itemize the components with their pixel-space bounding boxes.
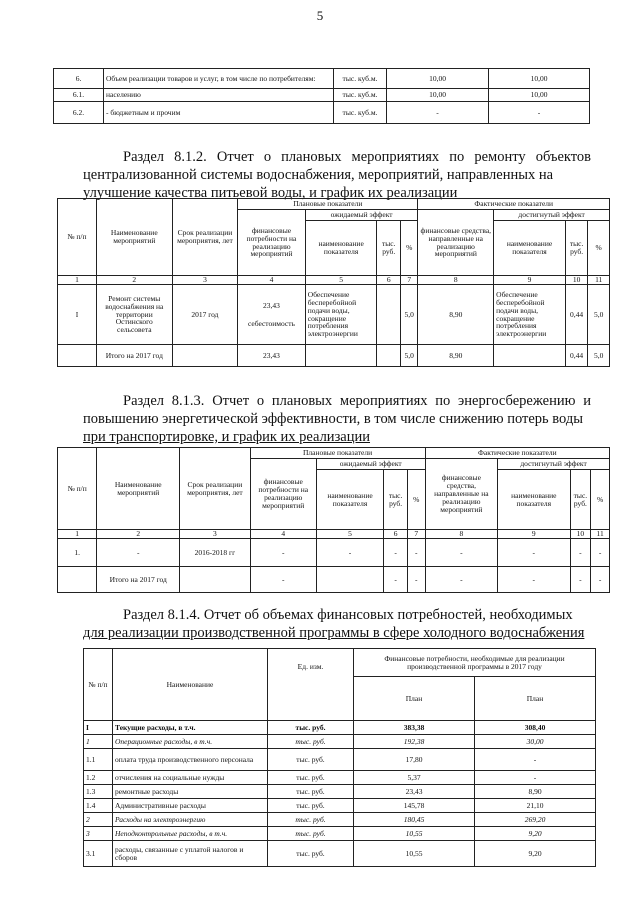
total-pct: -	[407, 567, 425, 593]
row-effect: Обеспечение бесперебойной подачи воды, сокращение потребления электроэнергии	[305, 285, 377, 345]
column-number: 10	[570, 530, 591, 539]
row-unit: тыс. куб.м.	[334, 89, 387, 102]
table-row	[84, 721, 596, 735]
fin-note: себестоимость	[248, 318, 295, 328]
row-fact: 8,90	[418, 285, 494, 345]
row-number: 1.2	[84, 771, 113, 785]
row-name: ремонтные расходы	[113, 785, 268, 799]
section-8-1-2-heading	[83, 148, 591, 202]
column-number: 6	[384, 530, 408, 539]
col-header-expected: ожидаемый эффект	[316, 459, 425, 470]
row-value: -	[475, 771, 596, 785]
total-label: Итого на 2017 год	[96, 345, 172, 367]
table-row	[84, 813, 596, 827]
top-table	[53, 68, 590, 124]
col-header-number: № п/п	[84, 649, 113, 721]
col-header-plan: План	[354, 677, 475, 721]
col-header-achieved: достигнутый эффект	[494, 210, 610, 221]
row-value: 308,40	[475, 721, 596, 735]
financial-needs-table	[83, 648, 596, 867]
column-number: 6	[377, 276, 401, 285]
section-8-1-3-heading	[83, 392, 591, 446]
total-achieved-pct: -	[591, 567, 610, 593]
row-value: 5,37	[354, 771, 475, 785]
row-unit: тыс. руб.	[268, 771, 354, 785]
row-number: 3	[84, 827, 113, 841]
plan-table-1	[57, 198, 610, 367]
col-header-name: Наименование мероприятий	[97, 448, 180, 530]
total-achieved-pct: 5,0	[588, 345, 610, 367]
row-name: - бюджетным и прочим	[104, 102, 334, 124]
row-number: 6.2.	[54, 102, 104, 124]
row-value: 10,00	[489, 69, 590, 89]
row-value: -	[387, 102, 489, 124]
heading-text: для реализации производственной программы в сфере холодного водоснабжения	[83, 625, 585, 641]
col-header-rub: тыс. руб.	[570, 470, 591, 530]
row-achieved-effect: Обеспечение бесперебойной подачи воды, сокращение потребления электроэнергии	[494, 285, 566, 345]
col-header-term: Срок реализации мероприятия, лет	[180, 448, 250, 530]
row-value: 10,00	[387, 89, 489, 102]
row-value: 10,55	[354, 827, 475, 841]
row-term: 2016-2018 гг	[180, 539, 250, 567]
col-header-number: № п/п	[58, 199, 97, 276]
row-unit: тыс. руб.	[268, 749, 354, 771]
row-value: 192,38	[354, 735, 475, 749]
column-number: 9	[498, 530, 570, 539]
row-fin: -	[250, 539, 316, 567]
col-header-number: № п/п	[58, 448, 97, 530]
row-unit: тыс. куб.м.	[334, 69, 387, 89]
row-unit: тыс. руб.	[268, 813, 354, 827]
row-fact: -	[425, 539, 497, 567]
col-header-plan: План	[475, 677, 596, 721]
row-unit: тыс. куб.м.	[334, 102, 387, 124]
row-number: I	[58, 285, 97, 345]
col-header-name: Наименование мероприятий	[96, 199, 172, 276]
column-number: 1	[58, 530, 97, 539]
row-name: Ремонт системы водоснабжения на территории Остинского сельсовета	[96, 285, 172, 345]
row-effect: -	[316, 539, 383, 567]
row-name: населению	[104, 89, 334, 102]
table-row	[84, 771, 596, 785]
heading-text: Раздел 8.1.4. Отчет об объемах финансовых потребностей, необходимых	[123, 607, 573, 623]
column-number: 5	[305, 276, 377, 285]
row-value: -	[475, 749, 596, 771]
row-value: 8,90	[475, 785, 596, 799]
column-number: 5	[316, 530, 383, 539]
table-row	[84, 841, 596, 867]
section-8-1-4-heading	[83, 606, 595, 642]
column-numbers-row	[58, 530, 610, 539]
column-number: 2	[97, 530, 180, 539]
row-value: 9,20	[475, 827, 596, 841]
row-term: 2017 год	[172, 285, 238, 345]
col-header-indicator: наименование показателя	[494, 221, 566, 276]
row-number: 3.1	[84, 841, 113, 867]
col-header-fin-need: финансовые потребности на реализацию мероприятий	[250, 459, 316, 530]
total-row	[58, 345, 610, 367]
column-number: 4	[250, 530, 316, 539]
row-fin	[238, 285, 306, 345]
column-number: 1	[58, 276, 97, 285]
row-pct: -	[407, 539, 425, 567]
col-header-indicator: наименование показателя	[316, 470, 383, 530]
row-rub	[377, 285, 401, 345]
row-achieved-rub: -	[570, 539, 591, 567]
table-row	[58, 539, 610, 567]
col-header-indicator: наименование показателя	[305, 221, 377, 276]
heading-text: при транспортировке, и график их реализации	[83, 429, 371, 445]
table-row	[84, 799, 596, 813]
total-rub: -	[384, 567, 408, 593]
total-achieved-rub: -	[570, 567, 591, 593]
column-number: 10	[565, 276, 588, 285]
column-number: 2	[96, 276, 172, 285]
col-header-group: Финансовые потребности, необходимые для реализации производственной программы в 2017 году	[354, 649, 596, 677]
row-rub: -	[384, 539, 408, 567]
col-header-actual: Фактические показатели	[418, 199, 610, 210]
row-number: 1.	[58, 539, 97, 567]
column-number: 8	[418, 276, 494, 285]
row-unit: тыс. руб.	[268, 841, 354, 867]
row-value: 9,20	[475, 841, 596, 867]
column-number: 8	[425, 530, 497, 539]
row-name: -	[97, 539, 180, 567]
row-number: 2	[84, 813, 113, 827]
row-value: 145,78	[354, 799, 475, 813]
column-number: 3	[172, 276, 238, 285]
column-number: 7	[407, 530, 425, 539]
row-name: оплата труда производственного персонала	[113, 749, 268, 771]
column-numbers-row	[58, 276, 610, 285]
row-unit: тыс. руб.	[268, 721, 354, 735]
table-row	[84, 827, 596, 841]
total-fin: -	[250, 567, 316, 593]
row-value: 269,20	[475, 813, 596, 827]
row-value: 23,43	[354, 785, 475, 799]
col-header-planned: Плановые показатели	[250, 448, 425, 459]
row-value: 180,45	[354, 813, 475, 827]
table-row	[84, 735, 596, 749]
row-name: Административные расходы	[113, 799, 268, 813]
col-header-term: Срок реализации мероприятия, лет	[172, 199, 238, 276]
total-fin: 23,43	[238, 345, 306, 367]
row-number: 1	[84, 735, 113, 749]
row-number: 1.4	[84, 799, 113, 813]
row-achieved-rub: 0,44	[565, 285, 588, 345]
col-header-expected: ожидаемый эффект	[305, 210, 418, 221]
heading-text: улучшение качества питьевой воды, и график их реализации	[83, 185, 458, 201]
col-header-name: Наименование	[113, 649, 268, 721]
col-header-planned: Плановые показатели	[238, 199, 418, 210]
column-number: 7	[401, 276, 418, 285]
total-row	[58, 567, 610, 593]
table-row	[84, 785, 596, 799]
total-achieved-effect: -	[498, 567, 570, 593]
row-name: Объем реализации товаров и услуг, в том числе по потребителям:	[104, 69, 334, 89]
row-achieved-pct: 5,0	[588, 285, 610, 345]
row-value: 21,10	[475, 799, 596, 813]
row-number: 1.1	[84, 749, 113, 771]
col-header-fin-means: финансовые средства, направленные на реализацию мероприятий	[425, 459, 497, 530]
row-value: 10,55	[354, 841, 475, 867]
plan-table-2	[57, 447, 610, 593]
row-unit: тыс. руб.	[268, 735, 354, 749]
col-header-achieved: достигнутый эффект	[498, 459, 610, 470]
total-label: Итого на 2017 год	[97, 567, 180, 593]
row-value: 10,00	[489, 89, 590, 102]
column-number: 4	[238, 276, 306, 285]
column-number: 9	[494, 276, 566, 285]
col-header-indicator: наименование показателя	[498, 470, 570, 530]
total-achieved-rub: 0,44	[565, 345, 588, 367]
row-number: 6.1.	[54, 89, 104, 102]
row-value: 10,00	[387, 69, 489, 89]
table-row	[84, 749, 596, 771]
row-unit: тыс. руб.	[268, 827, 354, 841]
column-number: 11	[591, 530, 610, 539]
row-unit: тыс. руб.	[268, 785, 354, 799]
row-name: Операционные расходы, в т.ч.	[113, 735, 268, 749]
column-number: 11	[588, 276, 610, 285]
row-name: Текущие расходы, в т.ч.	[113, 721, 268, 735]
row-name: расходы, связанные с уплатой налогов и сборов	[113, 841, 268, 867]
col-header-pct: %	[591, 470, 610, 530]
row-pct: 5,0	[401, 285, 418, 345]
row-value: 30,00	[475, 735, 596, 749]
table-row	[58, 285, 610, 345]
row-name: Неподконтрольные расходы, в т.ч.	[113, 827, 268, 841]
col-header-rub: тыс. руб.	[384, 470, 408, 530]
row-achieved-effect: -	[498, 539, 570, 567]
col-header-pct: %	[588, 221, 610, 276]
col-header-pct: %	[401, 221, 418, 276]
row-name: Расходы на электроэнергию	[113, 813, 268, 827]
row-name: отчисления на социальные нужды	[113, 771, 268, 785]
total-fact: 8,90	[418, 345, 494, 367]
col-header-fin-means: финансовые средства, направленные на реализацию мероприятий	[418, 210, 494, 276]
table-row	[54, 89, 590, 102]
row-value: 17,80	[354, 749, 475, 771]
col-header-fin-need: финансовые потребности на реализацию мероприятий	[238, 210, 306, 276]
heading-text: Раздел 8.1.2. Отчет о плановых мероприятиях по ремонту объектов централизованной системы водоснабжения, мероприятий, направленных на	[83, 149, 591, 183]
table-row	[54, 69, 590, 89]
row-unit: тыс. руб.	[268, 799, 354, 813]
col-header-rub: тыс. руб.	[565, 221, 588, 276]
total-pct: 5,0	[401, 345, 418, 367]
total-fact: -	[425, 567, 497, 593]
row-number: 1.3	[84, 785, 113, 799]
col-header-rub: тыс. руб.	[377, 221, 401, 276]
fin-value: 23,43	[263, 300, 280, 310]
heading-text: Раздел 8.1.3. Отчет о плановых мероприятиях по энергосбережению и повышению энергетической эффективности, в том числе снижению потерь воды	[83, 393, 591, 427]
column-number: 3	[180, 530, 250, 539]
row-number: 6.	[54, 69, 104, 89]
row-achieved-pct: -	[591, 539, 610, 567]
col-header-unit: Ед. изм.	[268, 649, 354, 721]
col-header-pct: %	[407, 470, 425, 530]
page-number: 5	[316, 8, 324, 23]
col-header-actual: Фактические показатели	[425, 448, 609, 459]
row-value: 383,38	[354, 721, 475, 735]
row-number: I	[84, 721, 113, 735]
row-value: -	[489, 102, 590, 124]
table-row	[54, 102, 590, 124]
